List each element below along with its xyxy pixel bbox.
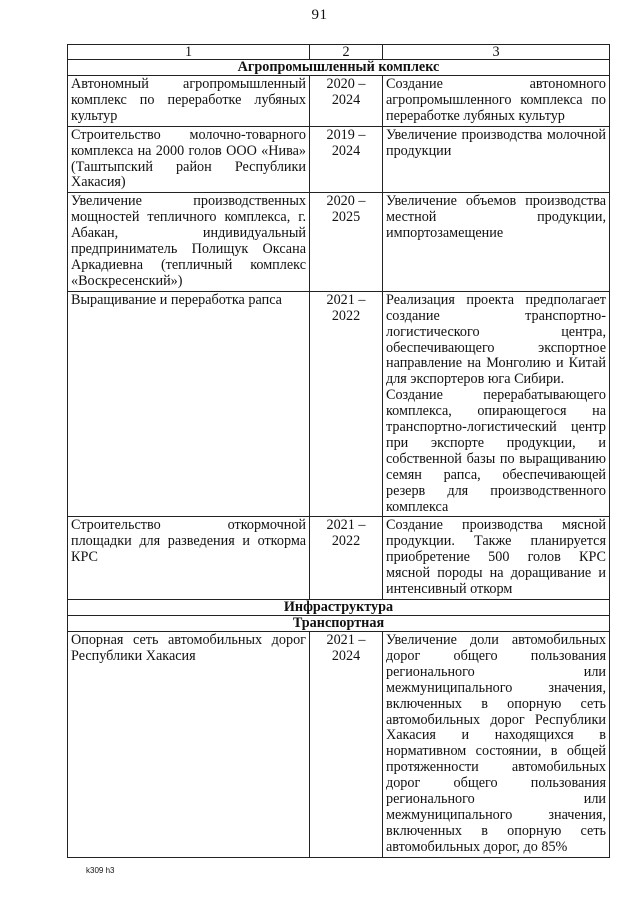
project-period — [310, 517, 383, 600]
period-start: 2021 – — [326, 632, 366, 648]
column-header-3: 3 — [383, 45, 610, 60]
description-paragraph: Создание автономного агропромышленного комплекса по переработке лубяных культур — [386, 76, 606, 124]
table-row — [68, 76, 610, 127]
projects-table — [67, 44, 610, 858]
project-name: Строительство молочно-товарного комплекса на 2000 голов ООО «Нива» (Таштыпский район Республики Хакасия) — [68, 126, 310, 193]
section-row-transport — [68, 616, 610, 632]
table-row — [68, 291, 610, 517]
column-header-2: 2 — [310, 45, 383, 60]
description-paragraph: Создание перерабатывающего комплекса, опирающегося на транспортно-логистический центр при экспорте продукции, и собственной базы по выращиванию семян рапса, обеспечивающей резерв для производственного комплекса — [386, 387, 606, 515]
table-row — [68, 126, 610, 193]
table-row — [68, 193, 610, 291]
period-end: 2024 — [331, 647, 361, 664]
project-description — [383, 632, 610, 858]
description-paragraph: Увеличение объемов производства местной продукции, импортозамещение — [386, 193, 606, 242]
project-period — [310, 291, 383, 517]
project-period — [310, 126, 383, 193]
project-name: Увеличение производственных мощностей тепличного комплекса, г. Абакан, индивидуальный предприниматель Полищук Оксана Аркадиевна (тепличный комплекс «Воскресенский») — [68, 193, 310, 291]
period-start: 2019 – — [326, 126, 366, 143]
section-row-infra — [68, 600, 610, 616]
project-period — [310, 193, 383, 291]
table-row — [68, 517, 610, 600]
period-start: 2021 – — [326, 517, 366, 534]
column-header-1: 1 — [68, 45, 310, 60]
table-row — [68, 632, 610, 858]
project-description — [383, 76, 610, 127]
period-start: 2021 – — [326, 291, 366, 308]
description-paragraph: Создание производства мясной продукции. Также планируется приобретение 500 голов КРС мясной породы на доращивание и интенсивный откорм — [386, 517, 606, 598]
period-end: 2022 — [331, 307, 361, 324]
description-paragraph: Увеличение производства молочной продукции — [386, 126, 606, 159]
project-period — [310, 76, 383, 127]
section-title-infra: Инфраструктура — [68, 600, 610, 616]
project-description — [383, 126, 610, 193]
column-header-row — [68, 45, 610, 60]
period-end: 2024 — [331, 91, 361, 108]
description-paragraph: Увеличение доли автомобильных дорог общего пользования регионального или межмуниципального значения, включенных в опорную сеть автомобильных дорог Республики Хакасия и находящихся в нормативном состоянии, в общей протяженности автомобильных дорог общего пользования регионального или межмуниципального значения, включенных в опорную сеть автомобильных дорог, до 85% — [386, 632, 606, 855]
section-row-agro — [68, 60, 610, 76]
project-name: Опорная сеть автомобильных дорог Республики Хакасия — [68, 632, 310, 858]
page-number: 91 — [311, 7, 328, 23]
period-end: 2025 — [331, 209, 361, 226]
period-end: 2024 — [331, 142, 361, 159]
description-paragraph: Реализация проекта предполагает создание транспортно-логистического центра, обеспечивающего экспортное направление на Монголию и Китай для экспортеров юга Сибири. — [386, 291, 606, 388]
project-description — [383, 517, 610, 600]
project-name: Автономный агропромышленный комплекс по переработке лубяных культур — [68, 76, 310, 127]
project-description — [383, 291, 610, 517]
section-title-transport: Транспортная — [68, 616, 610, 632]
project-name: Строительство откормочной площадки для разведения и откорма КРС — [68, 517, 310, 600]
period-start: 2020 – — [326, 193, 366, 210]
project-description — [383, 193, 610, 291]
footer-code: k309 h3 — [86, 866, 115, 875]
period-end: 2022 — [331, 533, 361, 550]
project-period — [310, 632, 383, 858]
section-title-agro: Агропромышленный комплекс — [68, 60, 610, 76]
project-name: Выращивание и переработка рапса — [68, 291, 310, 517]
period-start: 2020 – — [326, 76, 366, 92]
